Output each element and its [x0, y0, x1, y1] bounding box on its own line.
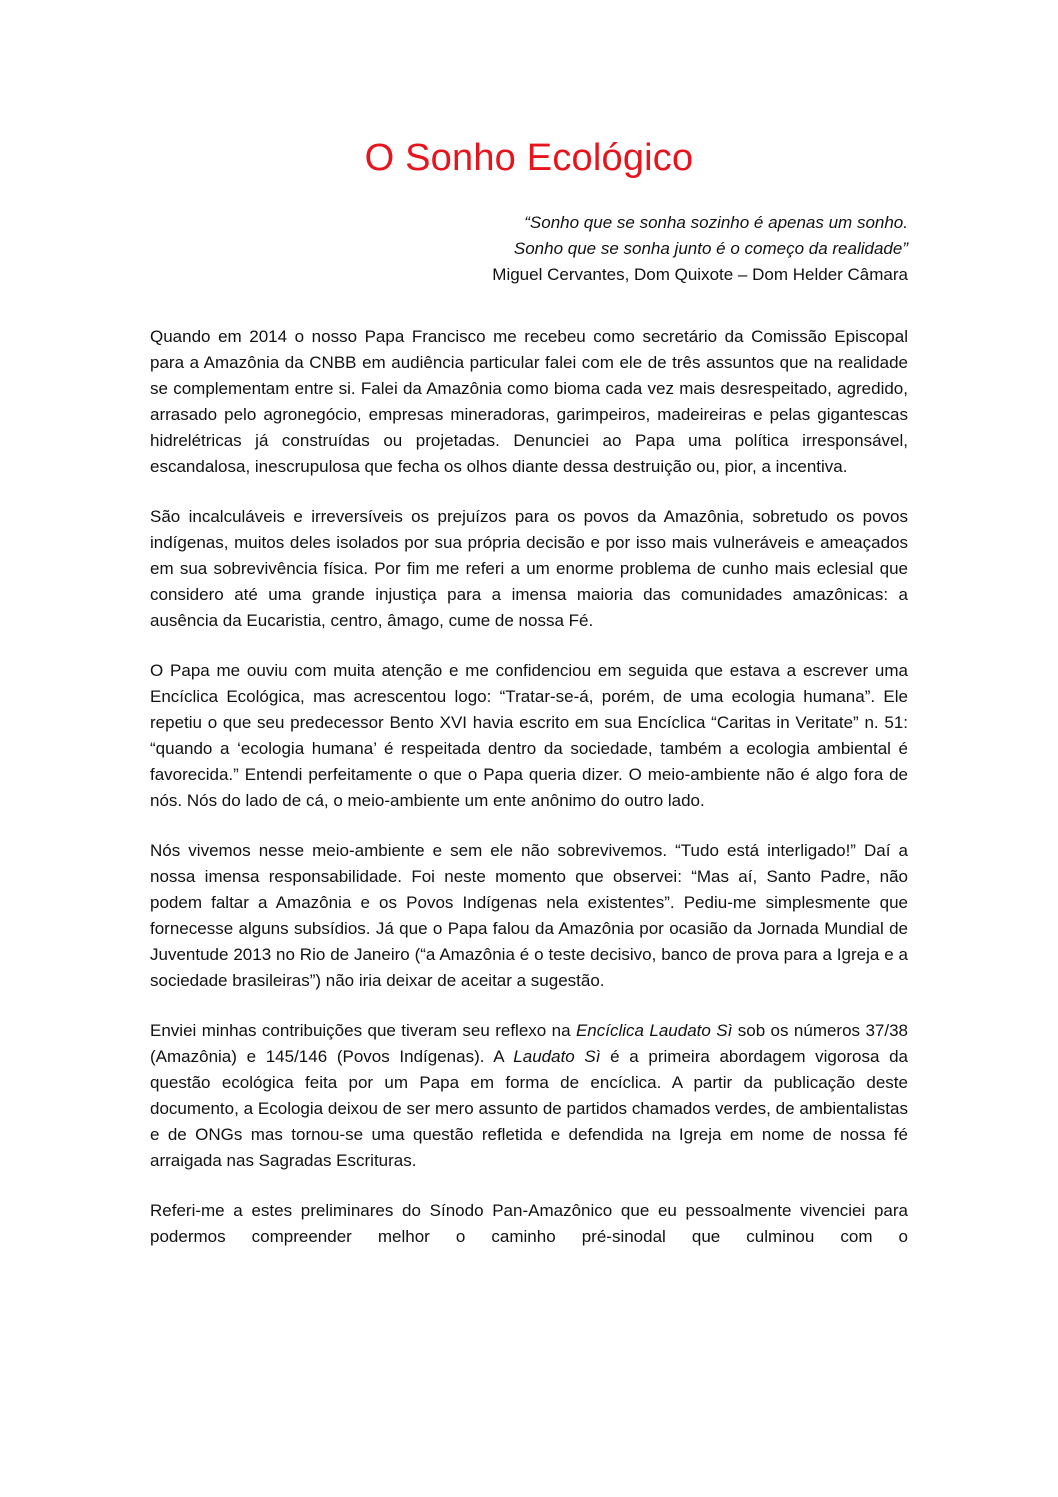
paragraph-5-part-a: Enviei minhas contribuições que tiveram seu reflexo na [150, 1021, 576, 1040]
paragraph-4: Nós vivemos nesse meio-ambiente e sem ele não sobrevivemos. “Tudo está interligado!” Daí a nossa imensa responsabilidade. Foi neste momento que observei: “Mas aí, Santo Padre, não podem faltar a Amazônia e os Povos Indígenas nela existentes”. Pediu-me simplesmente que fornecesse alguns subsídios. Já que o Papa falou da Amazônia por ocasião da Jornada Mundial de Juventude 2013 no Rio de Janeiro (“a Amazônia é o teste decisivo, banco de prova para a Igreja e a sociedade brasileiras”) não iria deixar de aceitar a sugestão. [150, 841, 908, 990]
paragraph-3: O Papa me ouviu com muita atenção e me confidenciou em seguida que estava a escrever uma Encíclica Ecológica, mas acrescentou logo: “Tratar-se-á, porém, de uma ecologia humana”. Ele repetiu o que seu predecessor Bento XVI havia escrito em sua Encíclica “Caritas in Veritate” n. 51: “quando a ‘ecologia humana’ é respeitada dentro da sociedade, também a ecologia ambiental é favorecida.” Entendi perfeitamente o que o Papa queria dizer. O meio-ambiente não é algo fora de nós. Nós do lado de cá, o meio-ambiente um ente anônimo do outro lado. [150, 661, 908, 810]
document-title: O Sonho Ecológico [364, 137, 694, 179]
paragraph-5-encyclical-title: Encíclica Laudato Sì [575, 1021, 733, 1040]
epigraph-line-2: Sonho que se sonha junto é o começo da realidade” [513, 239, 908, 258]
paragraph-5-laudato-si: Laudato Sì [513, 1047, 601, 1066]
paragraph-5-part-e: é a primeira abordagem vigorosa da questão ecológica feita por um Papa em forma de encíclica. A partir da publicação deste documento, a Ecologia deixou de ser mero assunto de partidos chamados verdes, de ambientalistas e de ONGs mas tornou-se uma questão refletida e defendida na Igreja em nome de nossa fé arraigada nas Sagradas Escrituras. [150, 1047, 908, 1170]
paragraph-6: Referi-me a estes preliminares do Sínodo Pan-Amazônico que eu pessoalmente vivenciei para podermos compreender melhor o caminho pré-sinodal que culminou com o [150, 1201, 908, 1246]
paragraph-1: Quando em 2014 o nosso Papa Francisco me recebeu como secretário da Comissão Episcopal para a Amazônia da CNBB em audiência particular falei com ele de três assuntos que na realidade se complementam entre si. Falei da Amazônia como bioma cada vez mais desrespeitado, agredido, arrasado pelo agronegócio, empresas mineradoras, garimpeiros, madeireiras e pelas gigantescas hidrelétricas já construídas ou projetadas. Denunciei ao Papa uma política irresponsável, escandalosa, inescrupulosa que fecha os olhos diante dessa destruição ou, pior, a incentiva. [150, 327, 908, 476]
paragraph-2: São incalculáveis e irreversíveis os prejuízos para os povos da Amazônia, sobretudo os povos indígenas, muitos deles isolados por sua própria decisão e por isso mais vulneráveis e ameaçados em sua sobrevivência física. Por fim me referi a um enorme problema de cunho mais eclesial que considero até uma grande injustiça para a imensa maioria das comunidades amazônicas: a ausência da Eucaristia, centro, âmago, cume de nossa Fé. [150, 507, 908, 630]
epigraph-attribution: Miguel Cervantes, Dom Quixote – Dom Helder Câmara [492, 265, 908, 284]
document-body [150, 324, 908, 1250]
paragraph-5 [150, 1018, 908, 1174]
paragraph-5-part-c: sob os números 37/38 (Amazônia) e 145/146 (Povos Indígenas). A [150, 1021, 908, 1066]
epigraph-line-1: “Sonho que se sonha sozinho é apenas um sonho. [524, 213, 908, 232]
document-page [150, 128, 908, 1274]
epigraph [150, 210, 908, 288]
